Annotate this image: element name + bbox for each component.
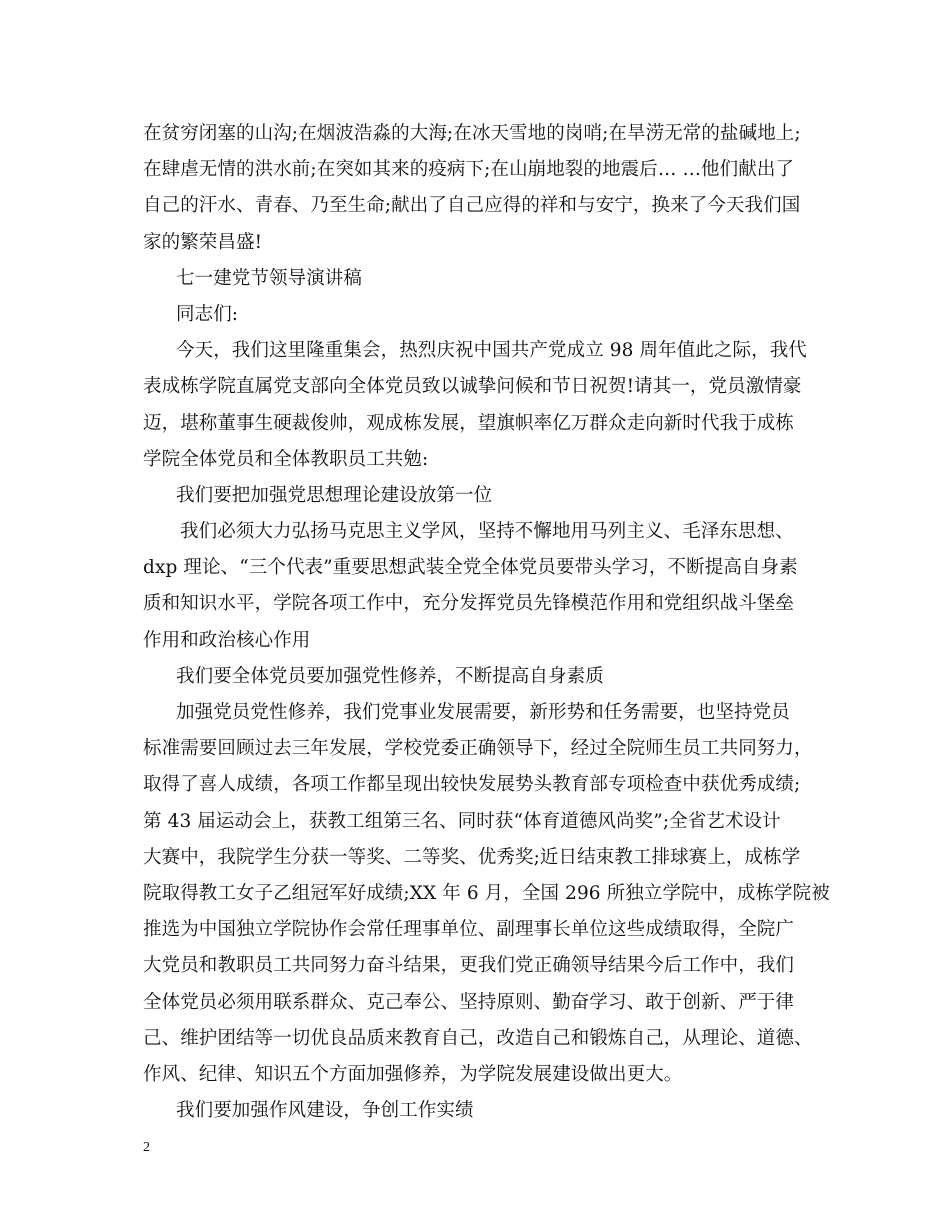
text-line: 今天，我们这里隆重集会，热烈庆祝中国共产党成立 98 周年值此之际，我代 [176,340,807,362]
text-line: 己、维护团结等一切优良品质来教育自己，改造自己和锻炼自己，从理论、道德、 [143,1027,813,1049]
text-line: 在贫穷闭塞的山沟;在烟波浩淼的大海;在冰天雪地的岗哨;在旱涝无常的盐碱地上; [143,123,801,144]
text-line: 大赛中，我院学生分获一等奖、二等奖、优秀奖;近日结束教工排球赛上，成栋学 [143,846,801,868]
text-line: 作风、纪律、知识五个方面加强修养，为学院发展建设做出更大。 [143,1063,683,1085]
text-line: 作用和政治核心作用 [143,629,311,651]
text-line: dxp 理论、“三个代表”重要思想武装全党全体党员要带头学习，不断提高自身素 [143,557,798,579]
text-line: 学院全体党员和全体教职员工共勉: [143,448,429,470]
text-line: 标准需要回顾过去三年发展，学校党委正确领导下，经过全院师生员工共同努力， [143,738,813,760]
text-line: 家的繁荣昌盛! [143,231,263,253]
text-line: 第 43 届运动会上，获教工组第三名、同时获“体育道德风尚奖”;全省艺术设计 [143,810,781,832]
document-body [143,116,830,1129]
text-line: 大党员和教职员工共同努力奋斗结果，更我们党正确领导结果今后工作中，我们 [143,955,795,977]
text-line: 全体党员必须用联系群众、克己奉公、坚持原则、勤奋学习、敢于创新、严于律 [143,991,795,1013]
text-line: 在肆虐无情的洪水前;在突如其来的疫病下;在山崩地裂的地震后… …他们献出了 [143,159,795,181]
text-line: 我们必须大力弘扬马克思主义学风，坚持不懈地用马列主义、毛泽东思想、 [180,521,794,543]
page-number: 2 [143,1140,150,1155]
speech-title: 七一建党节领导演讲稿 [176,267,363,289]
section-heading: 我们要加强作风建设，争创工作实绩 [176,1100,474,1122]
text-line: 自己的汗水、青春、乃至生命;献出了自己应得的祥和与安宁，换来了今天我们国 [143,195,801,217]
text-line: 表成栋学院直属党支部向全体党员致以诚挚问候和节日祝贺!请其一，党员激情豪 [143,376,802,398]
text-line: 质和知识水平，学院各项工作中，充分发挥党员先锋模范作用和党组织战斗堡垒 [143,593,795,615]
text-line: 加强党员党性修养，我们党事业发展需要，新形势和任务需要，也坚持党员 [176,702,790,723]
text-line: 迈，堪称董事生硬裁俊帅，观成栋发展，望旗帜率亿万群众走向新时代我于成栋 [143,412,795,434]
section-heading: 我们要把加强党思想理论建设放第一位 [176,484,493,506]
text-line: 推选为中国独立学院协作会常任理事单位、副理事长单位这些成绩取得，全院广 [143,919,795,941]
section-heading: 我们要全体党员要加强党性修养，不断提高自身素质 [176,665,604,687]
text-line: 取得了喜人成绩，各项工作都呈现出较快发展势头教育部专项检查中获优秀成绩; [143,774,801,796]
salutation: 同志们: [176,303,239,325]
text-line: 院取得教工女子乙组冠军好成绩;XX 年 6 月，全国 296 所独立学院中，成栋学院被 [143,882,830,904]
